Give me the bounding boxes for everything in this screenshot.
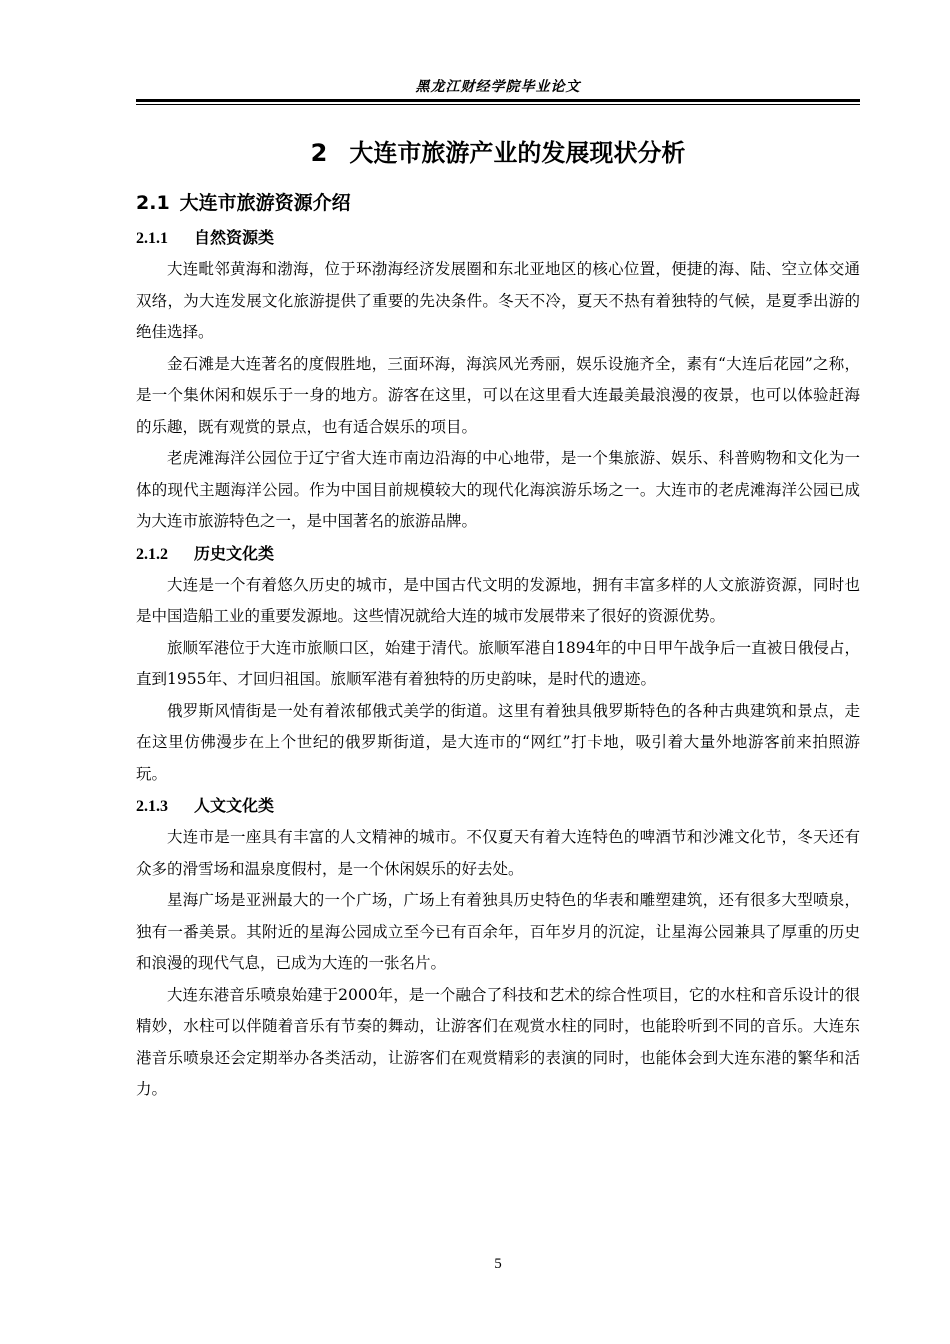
subsection-title-text: 自然资源类 [194,228,275,247]
header-rule-thin [136,104,860,105]
page-content [136,130,860,1106]
section-number: 2.1 [136,192,170,214]
paragraph: 俄罗斯风情街是一处有着浓郁俄式美学的街道。这里有着独具俄罗斯特色的各种古典建筑和景点，走在这里仿佛漫步在上个世纪的俄罗斯街道，是大连市的“网红”打卡地，吸引着大量外地游客前来拍照游玩。 [136,701,860,783]
subsection-title-humanities [136,790,860,822]
paragraph: 大连是一个有着悠久历史的城市，是中国古代文明的发源地，拥有丰富多样的人文旅游资源，同时也是中国造船工业的重要发源地。这些情况就给大连的城市发展带来了很好的资源优势。 [136,575,860,625]
page-number: 5 [494,1256,502,1272]
section-title-text: 大连市旅游资源介绍 [179,192,351,214]
subsection-title-history [136,538,860,570]
paragraph: 大连市是一座具有丰富的人文精神的城市。不仅夏天有着大连特色的啤酒节和沙滩文化节，冬天还有众多的滑雪场和温泉度假村，是一个休闲娱乐的好去处。 [136,828,860,878]
subsection-number: 2.1.2 [136,545,168,563]
paragraph: 大连东港音乐喷泉始建于2000年，是一个融合了科技和艺术的综合性项目，它的水柱和音乐设计的很精妙，水柱可以伴随着音乐有节奏的舞动，让游客们在观赏水柱的同时，也能聆听到不同的音乐。大连东港音乐喷泉还会定期举办各类活动，让游客们在观赏精彩的表演的同时，也能体会到大连东港的繁华和活力。 [136,985,860,1098]
subsection-title-natural [136,222,860,254]
paragraph: 旅顺军港位于大连市旅顺口区，始建于清代。旅顺军港自1894年的中日甲午战争后一直被日俄侵占，直到1955年、才回归祖国。旅顺军港有着独特的历史韵味，是时代的遗迹。 [136,638,860,688]
subsection-number: 2.1.1 [136,230,168,247]
paragraph: 大连毗邻黄海和渤海，位于环渤海经济发展圈和东北亚地区的核心位置，便捷的海、陆、空立体交通双络，为大连发展文化旅游提供了重要的先决条件。冬天不冷，夏天不热有着独特的气候，是夏季出游的绝佳选择。 [136,260,860,341]
running-header: 黑龙江财经学院毕业论文 [415,79,581,95]
subsection-title-text: 人文文化类 [194,796,275,815]
subsection-number: 2.1.3 [136,798,168,815]
paragraph: 老虎滩海洋公园位于辽宁省大连市南边沿海的中心地带，是一个集旅游、娱乐、科普购物和文化为一体的现代主题海洋公园。作为中国目前规模较大的现代化海滨游乐场之一。大连市的老虎滩海洋公园已成为大连市旅游特色之一，是中国著名的旅游品牌。 [136,449,860,530]
section-title [136,184,860,222]
chapter-title-text: 大连市旅游产业的发展现状分析 [349,139,686,167]
header-rule-thick [136,99,860,102]
subsection-title-text: 历史文化类 [194,543,275,563]
paragraph: 星海广场是亚洲最大的一个广场，广场上有着独具历史特色的华表和雕塑建筑，还有很多大型喷泉，独有一番美景。其附近的星海公园成立至今已有百余年，百年岁月的沉淀，让星海公园兼具了厚重的历史和浪漫的现代气息，已成为大连的一张名片。 [136,891,860,972]
paragraph: 金石滩是大连著名的度假胜地，三面环海，海滨风光秀丽，娱乐设施齐全，素有“大连后花园”之称，是一个集休闲和娱乐于一身的地方。游客在这里，可以在这里看大连最美最浪漫的夜景，也可以体验赶海的乐趣，既有观赏的景点，也有适合娱乐的项目。 [136,354,860,436]
chapter-number: 2 [310,139,328,167]
chapter-title [136,130,860,176]
